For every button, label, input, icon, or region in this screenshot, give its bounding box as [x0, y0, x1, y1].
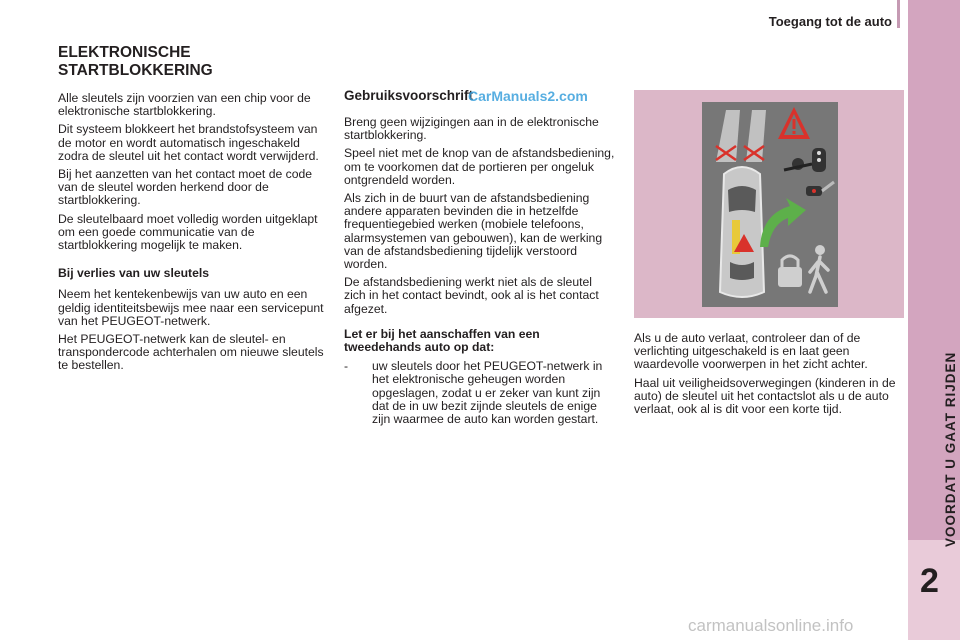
headlights-icon [716, 110, 766, 162]
paragraph: Alle sleutels zijn voorzien van een chip voor de elektronische startblokkering. [58, 91, 311, 119]
paragraph: Breng geen wijzigingen aan in de elektronische startblokkering. [344, 115, 599, 143]
paragraph: Bij het aanzetten van het contact moet de code van de sleutel worden herkend door de startblokkering. [58, 167, 313, 208]
paragraph: Het PEUGEOT-netwerk kan de sleutel- en transpondercode achterhalen om nieuwe sleutels te bestellen. [58, 332, 324, 373]
warning-triangle-icon [778, 107, 810, 139]
section-title: Gebruiksvoorschrift [344, 88, 474, 103]
remote-key-icon [784, 148, 826, 172]
car-top-view-icon [720, 167, 764, 297]
watermark-top: CarManuals2.com [468, 88, 588, 104]
paragraph: Dit systeem blokkeert het brandstofsysteem van de motor en wordt automatisch ingeschakeld zodra de sleutel uit het contact wordt verwijderd. [58, 122, 319, 163]
paragraph: De sleutelbaard moet volledig worden uitgeklapt om een goede communicatie van de startblokkering mogelijk te maken. [58, 211, 318, 253]
watermark-bottom: carmanualsonline.info [688, 616, 854, 635]
list-item-text: uw sleutels door het PEUGEOT-netwerk in het elektronische geheugen worden opgeslagen, zodat u er zeker van kunt zijn dat de in uw bezit zijnde sleutels de enige zijn waarmee de auto kan worden gestart. [372, 359, 603, 427]
chapter-title: VOORDAT U GAAT RIJDEN [943, 351, 958, 547]
illustration [634, 90, 904, 318]
paragraph: Speel niet met de knop van de afstandsbediening, om te voorkomen dat de portieren per ongeluk ontgrendeld worden. [344, 146, 615, 187]
arrow-icon [760, 198, 806, 247]
section-title: ELEKTRONISCHE STARTBLOKKERING [58, 44, 213, 79]
subsection-title: Bij verlies van uw sleutels [58, 266, 210, 281]
paragraph: Als zich in de buurt van de afstandsbediening andere apparaten bevinden die in hetzelfde frequentiegebied werken (mobiele telefoons, alarmsystemen van gebouwen), kan de werking van de afstandsbediening tijdelijk verstoord worden. [344, 191, 603, 272]
section-header-title: Toegang tot de auto [768, 14, 892, 29]
column-immobiliser [58, 44, 330, 378]
list-dash: - [344, 359, 349, 374]
header-rule [897, 0, 900, 28]
paragraph: Neem het kentekenbewijs van uw auto en een geldig identiteitsbewijs mee naar een servicepunt van het PEUGEOT-netwerk. [58, 287, 324, 328]
walking-person-icon [810, 245, 828, 292]
paragraph: Als u de auto verlaat, controleer dan of de verlichting uitgeschakeld is en laat geen waardevolle voorwerpen in het zicht achter. [634, 331, 868, 372]
paragraph: Haal uit veiligheidsoverwegingen (kinderen in de auto) de sleutel uit het contactslot als u de auto verlaat, ook al is dit voor een korte tijd. [634, 375, 896, 417]
subsection-title: Let er bij het aanschaffen van een tweedehands auto op dat: [344, 326, 540, 355]
folded-key-icon [806, 182, 834, 196]
illustration-panel [702, 102, 838, 307]
column-leaving-car [634, 332, 904, 421]
illustration-drawing [702, 102, 838, 307]
padlock-icon [778, 256, 802, 287]
column-usage [344, 88, 616, 426]
list-item [344, 360, 616, 426]
paragraph: De afstandsbediening werkt niet als de sleutel zich in het contact bevindt, ook al is het contact afgezet. [344, 275, 599, 316]
chapter-number: 2 [920, 562, 939, 600]
